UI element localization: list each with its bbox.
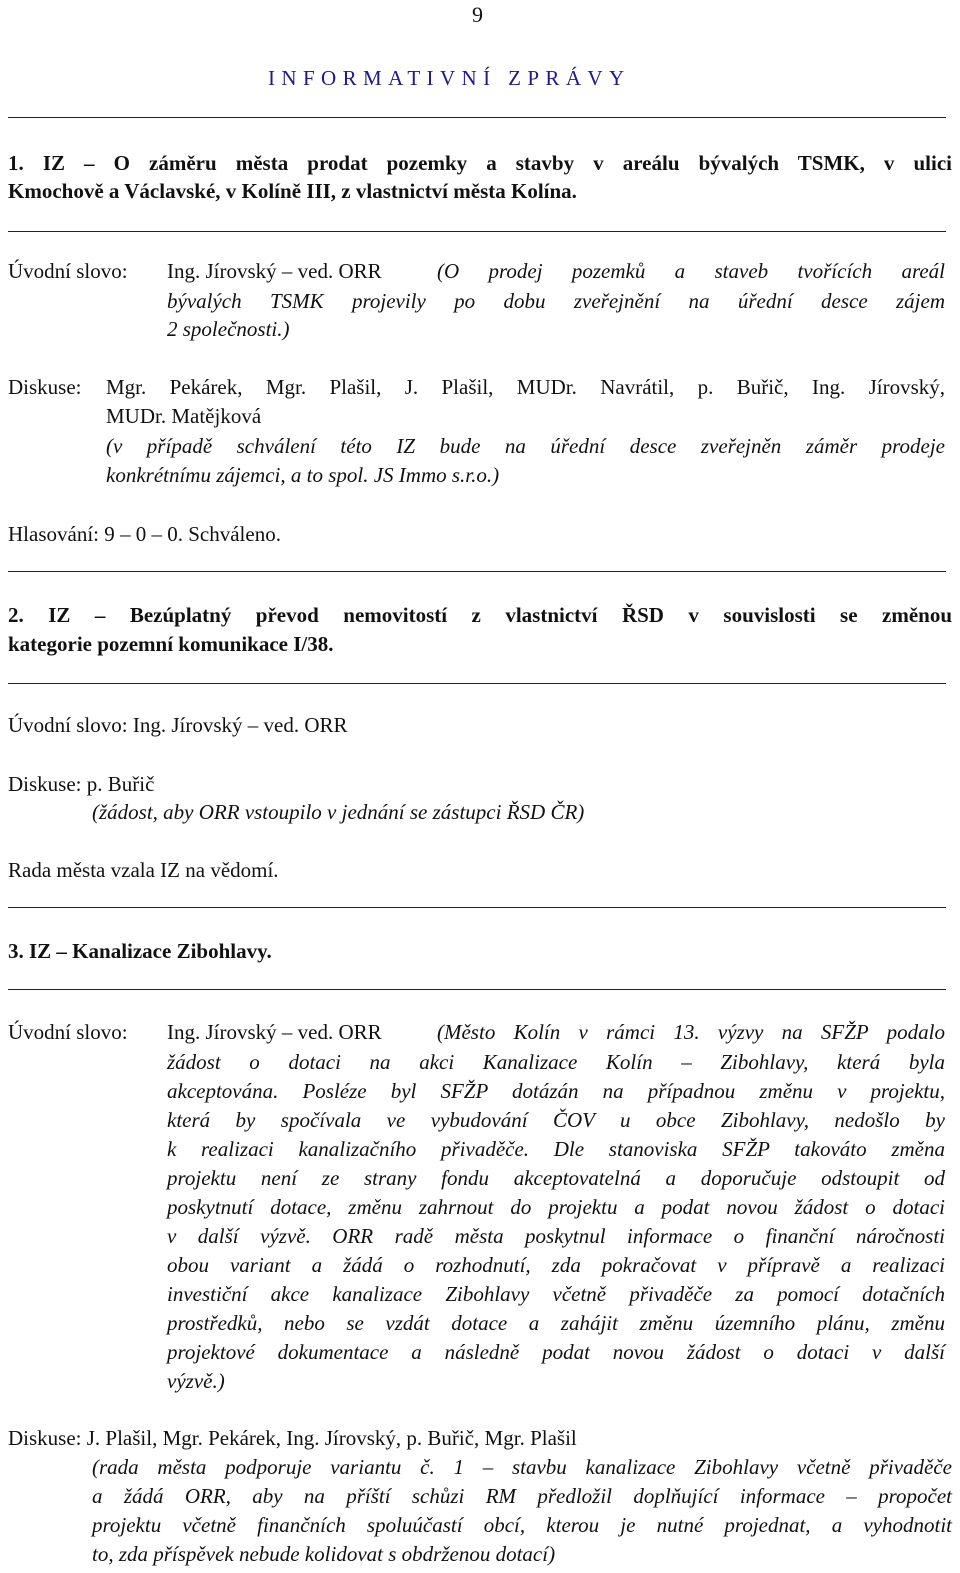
item3-intro-note-line: investiční akce kanalizace Zibohlavy včetně přivaděče za pomocí dotačních (167, 1282, 945, 1306)
item2-discussion: Diskuse: p. Buřič (8, 772, 155, 796)
item3-intro-note-line: obou variant a žádá o rozhodnutí, zda pokračovat v přípravě a realizaci (167, 1253, 945, 1277)
divider (8, 907, 946, 908)
item3-discussion: Diskuse: J. Plašil, Mgr. Pekárek, Ing. Jírovský, p. Buřič, Mgr. Plašil (8, 1426, 577, 1450)
item3-intro-speaker: Ing. Jírovský – ved. ORR (167, 1020, 382, 1044)
item1-result: Hlasování: 9 – 0 – 0. Schváleno. (8, 522, 281, 546)
page-number: 9 (472, 2, 483, 27)
item3-intro-note-line: poskytnutí dotace, změnu zahrnout do projektu a podat novou žádost o dotaci (167, 1195, 945, 1219)
item2-discussion-note: (žádost, aby ORR vstoupilo v jednání se zástupci ŘSD ČR) (92, 800, 585, 824)
item3-title: 3. IZ – Kanalizace Zibohlavy. (8, 939, 272, 963)
item2-intro: Úvodní slovo: Ing. Jírovský – ved. ORR (8, 713, 348, 737)
item3-intro-note-first: (Město Kolín v rámci 13. výzvy na SFŽP podalo (437, 1020, 945, 1044)
item3-discussion-note-line: a žádá ORR, aby na příští schůzi RM předložil doplňující informace – propočet (92, 1484, 952, 1508)
item3-intro-note-line: k realizaci kanalizačního přivaděče. Dle stanoviska SFŽP takováto změna (167, 1137, 945, 1161)
divider (8, 989, 946, 990)
divider (8, 117, 946, 118)
item3-intro-note-line: projektové dokumentace a následně podat novou žádost o dotaci v další (167, 1340, 945, 1364)
item1-intro-note-line2: bývalých TSMK projevily po dobu zveřejnění na úřední desce zájem (167, 289, 945, 313)
item1-intro-note-line1: (O prodej pozemků a staveb tvořících areál (437, 259, 945, 283)
item3-intro-label: Úvodní slovo: (8, 1020, 128, 1044)
item1-intro-label: Úvodní slovo: (8, 259, 128, 283)
item1-title-line2: Kmochově a Václavské, v Kolíně III, z vlastnictví města Kolína. (8, 179, 577, 203)
divider (8, 683, 946, 684)
item3-discussion-note-line: (rada města podporuje variantu č. 1 – stavbu kanalizace Zibohlavy včetně přivaděče (92, 1455, 952, 1479)
item1-discussion-note-line1: (v případě schválení této IZ bude na úřední desce zveřejněn záměr prodeje (106, 434, 945, 458)
item1-discussion-label: Diskuse: (8, 375, 82, 399)
page-heading: INFORMATIVNÍ ZPRÁVY (268, 66, 631, 90)
item3-discussion-note-line: to, zda příspěvek nebude kolidovat s obdrženou dotací) (92, 1542, 556, 1566)
item2-title-line2: kategorie pozemní komunikace I/38. (8, 632, 334, 656)
item1-discussion-note-line2: konkrétnímu zájemci, a to spol. JS Immo s.r.o.) (106, 463, 500, 487)
divider (8, 571, 946, 572)
item1-intro-note-line3: 2 společnosti.) (167, 317, 290, 341)
item3-intro-note-line: výzvě.) (167, 1369, 225, 1393)
item3-discussion-note-line: projektu včetně finančních spoluúčastí obcí, kterou je nutné projednat, a vyhodnotit (92, 1513, 952, 1537)
item3-intro-note-line: prostředků, nebo se vzdát dotace a zahájit změnu územního plánu, změnu (167, 1311, 945, 1335)
item1-title-line1: 1. IZ – O záměru města prodat pozemky a stavby v areálu bývalých TSMK, v ulici (8, 151, 952, 175)
item3-intro-note-line: v další výzvě. ORR radě města poskytnul informace o finanční náročnosti (167, 1224, 945, 1248)
divider (8, 231, 946, 232)
item1-intro-speaker: Ing. Jírovský – ved. ORR (167, 259, 382, 283)
item2-result: Rada města vzala IZ na vědomí. (8, 858, 279, 882)
item1-discussion-line2: MUDr. Matějková (106, 404, 262, 428)
item1-discussion-line1: Mgr. Pekárek, Mgr. Plašil, J. Plašil, MUDr. Navrátil, p. Buřič, Ing. Jírovský, (106, 375, 945, 399)
item3-intro-note-line: akceptována. Posléze byl SFŽP dotázán na případnou změnu v projektu, (167, 1079, 945, 1103)
item3-intro-note-line: projektu není ze strany fondu akceptovatelná a doporučuje odstoupit od (167, 1166, 945, 1190)
item3-intro-note-line: žádost o dotaci na akci Kanalizace Kolín – Zibohlavy, která byla (167, 1050, 945, 1074)
item2-title-line1: 2. IZ – Bezúplatný převod nemovitostí z vlastnictví ŘSD v souvislosti se změnou (8, 603, 952, 627)
item3-intro-note-line: která by spočívala ve vybudování ČOV u obce Zibohlavy, nedošlo by (167, 1108, 945, 1132)
